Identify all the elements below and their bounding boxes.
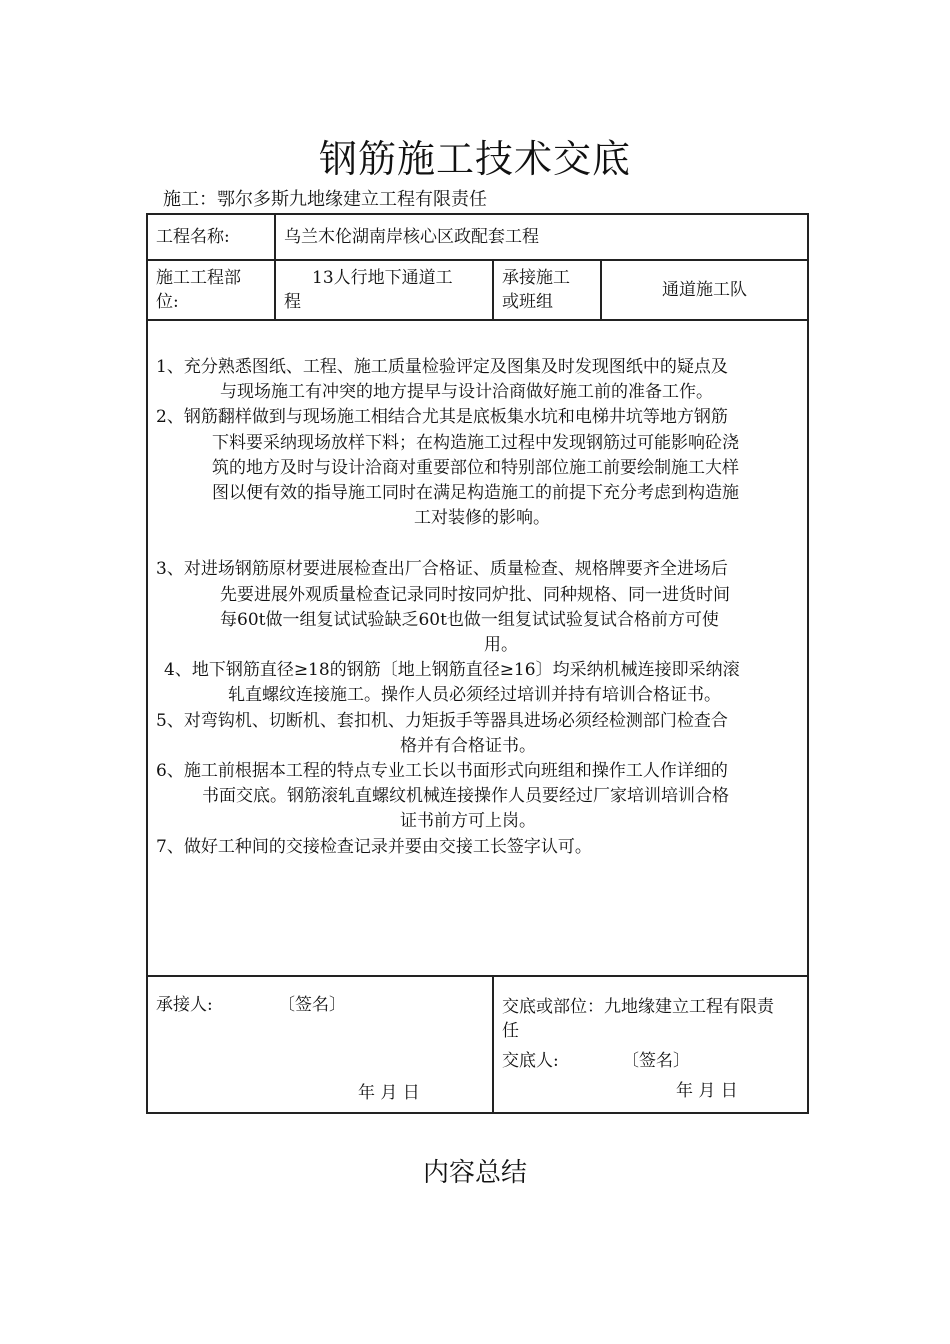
receiver-cell <box>147 976 493 1113</box>
item-5-line-2: 格并有合格证书。 <box>400 735 536 756</box>
team-label-cell <box>493 260 601 320</box>
handover-cell <box>493 976 808 1113</box>
part-label-line2: 位: <box>156 292 179 312</box>
item-2-line-2: 下料要采纳现场放样下料；在构造施工过程中发现钢筋过可能影响砼浇 <box>212 432 739 453</box>
contractor-line: 施工：鄂尔多斯九地缘建立工程有限责任 <box>163 189 487 210</box>
item-2-line-5: 工对装修的影响。 <box>414 508 550 529</box>
item-1-line-2: 与现场施工有冲突的地方提早与设计洽商做好施工前的准备工作。 <box>220 382 713 403</box>
content-item-7 <box>156 835 799 860</box>
item-2-line-3: 筑的地方及时与设计洽商对重要部位和特别部位施工前要绘制施工大样 <box>212 457 739 478</box>
receiver-signature: 〔签名〕 <box>278 995 346 1015</box>
item-5-line-1: 5、对弯钩机、切断机、套扣机、力矩扳手等器具进场必须经检测部门检查合 <box>156 710 728 731</box>
team-label-line1: 承接施工 <box>502 268 570 288</box>
content-cell <box>147 320 808 976</box>
content-row <box>147 320 808 976</box>
project-name-value: 乌兰木伦湖南岸核心区政配套工程 <box>275 214 808 260</box>
handover-label-line2: 任 <box>502 1021 519 1041</box>
item-3-line-4: 用。 <box>484 635 518 656</box>
project-part-row <box>147 260 808 320</box>
item-6-line-3: 证书前方可上岗。 <box>400 811 536 832</box>
item-7-line-1: 7、做好工种间的交接检查记录并要由交接工长签字认可。 <box>156 836 592 857</box>
item-1-line-1: 1、充分熟悉图纸、工程、施工质量检验评定及图集及时发现图纸中的疑点及 <box>156 357 728 377</box>
item-3-line-2: 先要进展外观质量检查记录同时按同炉批、同种规格、同一进货时间 <box>220 584 730 605</box>
project-name-row <box>147 214 808 260</box>
receiver-date: 年 月 日 <box>358 1083 420 1103</box>
handover-form-table <box>146 213 809 1114</box>
document-title: 钢筋施工技术交底 <box>318 137 631 181</box>
receiver-label: 承接人: <box>156 995 213 1015</box>
content-item-2 <box>156 405 799 531</box>
paragraph-gap <box>156 531 799 557</box>
handover-block <box>494 977 807 1112</box>
part-label-line1: 施工工程部 <box>156 268 241 288</box>
part-value-line1: 13人行地下通道工 <box>312 268 453 288</box>
item-3-line-3: 每60t做一组复试试验缺乏60t也做一组复试试验复试合格前方可使 <box>220 609 719 630</box>
part-label-cell <box>147 260 275 320</box>
handover-signature: 〔签名〕 <box>622 1051 690 1071</box>
content-item-6 <box>156 759 799 835</box>
content-item-5 <box>156 709 799 759</box>
item-4-line-2: 轧直螺纹连接施工。操作人员必须经过培训并持有培训合格证书。 <box>228 685 721 706</box>
item-6-line-2: 书面交底。钢筋滚轧直螺纹机械连接操作人员要经过厂家培训培训合格 <box>202 786 729 807</box>
content-item-3 <box>156 557 799 658</box>
part-value-cell <box>275 260 493 320</box>
item-4-line-1: 4、地下钢筋直径≥18的钢筋〔地上钢筋直径≥16〕均采纳机械连接即采纳滚 <box>164 660 740 681</box>
part-value-line2: 程 <box>284 292 301 312</box>
team-value: 通道施工队 <box>601 260 808 320</box>
handover-label-line1: 交底或部位：九地缘建立工程有限责 <box>502 997 774 1017</box>
content-item-1 <box>156 355 799 405</box>
project-name-label: 工程名称: <box>147 214 275 260</box>
content-item-4 <box>156 658 799 708</box>
signature-row <box>147 976 808 1113</box>
item-3-line-1: 3、对进场钢筋原材要进展检查出厂合格证、质量检查、规格牌要齐全进场后 <box>156 559 728 580</box>
content-items <box>148 321 807 860</box>
handover-person-label: 交底人: <box>502 1051 559 1071</box>
handover-date: 年 月 日 <box>676 1081 738 1101</box>
team-label-line2: 或班组 <box>502 292 553 312</box>
receiver-block <box>148 977 492 1112</box>
summary-heading: 内容总结 <box>422 1158 527 1188</box>
item-2-line-4: 图以便有效的指导施工同时在满足构造施工的前提下充分考虑到构造施 <box>212 483 739 504</box>
item-6-line-1: 6、施工前根据本工程的特点专业工长以书面形式向班组和操作工人作详细的 <box>156 761 728 782</box>
item-2-line-1: 2、钢筋翻样做到与现场施工相结合尤其是底板集水坑和电梯井坑等地方钢筋 <box>156 407 728 428</box>
